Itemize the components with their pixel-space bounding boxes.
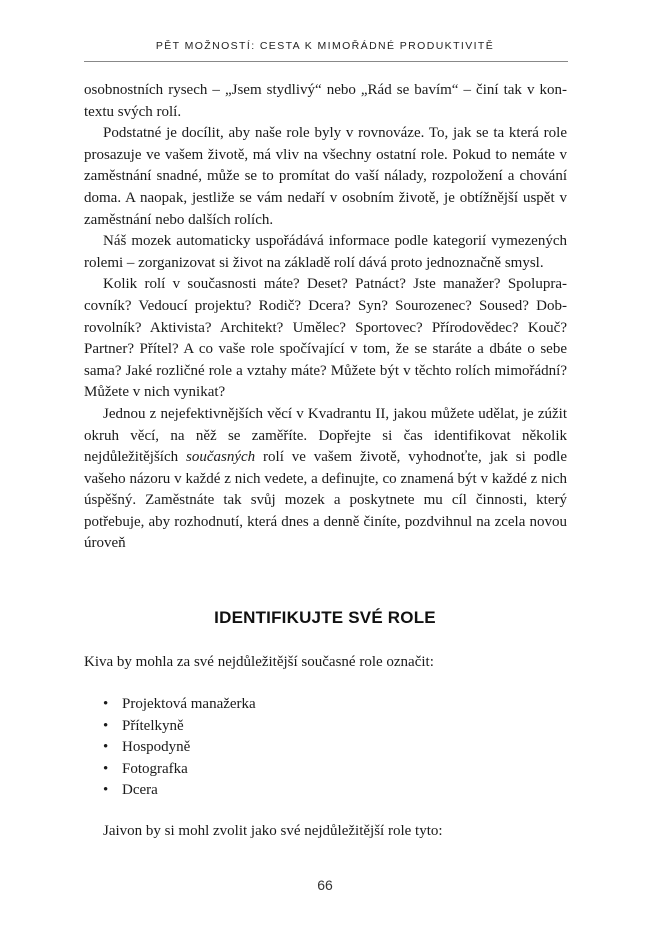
closing-paragraph: Jaivon by si mohl zvolit jako své nejdůležitější role tyto: [103, 823, 443, 839]
role-list [84, 694, 256, 802]
list-item [84, 759, 256, 781]
paragraph-text: rolí ve vašem životě, vyhodnoťte, jak si podle vašeho názoru v každé z nich vedete, a definujte, co znamená být v každé z nich úspěšný. Zaměstnáte tak svůj mozek a poskytnete mu cíl činnosti, který potřebuje, aby rozhodnutí, která dnes a denně činíte, pozdvihnul na zcela novou úroveň [84, 449, 567, 552]
bullet-icon: • [103, 782, 109, 798]
bullet-icon: • [103, 717, 109, 734]
role-label: Projektová manažerka [122, 696, 256, 712]
role-label: Dcera [122, 782, 158, 798]
bullet-icon: • [103, 696, 109, 712]
paragraph: osobnostních rysech – „Jsem stydlivý“ nebo „Rád se bavím“ – činí tak v kontextu svých rolí. [84, 82, 567, 120]
list-intro: Kiva by mohla za své nejdůležitější současné role označit: [84, 654, 434, 670]
running-head: PĚT MOŽNOSTÍ: CESTA K MIMOŘÁDNÉ PRODUKTIVITĚ [155, 40, 495, 52]
paragraph: Podstatné je docílit, aby naše role byly v rovnováze. To, jak se ta která role prosazuje ve vašem životě, má vliv na všechny ostatní role. Pokud to nemáte v zaměstnání snadné, může se to promítat do vaší nálady, rozpoložení a chování doma. A naopak, jestliže se vám nedaří v osobním životě, je obtížnější uspět v zaměstnání nebo dalších rolích. [84, 125, 567, 228]
list-item [84, 780, 256, 802]
role-label: Přítelkyně [122, 717, 184, 734]
section-heading: IDENTIFIKUJTE SVÉ ROLE [214, 608, 436, 627]
bullet-icon: • [103, 739, 109, 755]
role-label: Fotografka [122, 760, 188, 777]
list-item [84, 737, 256, 759]
list-item [84, 716, 256, 738]
role-label: Hospodyně [122, 739, 191, 755]
body-text [84, 80, 567, 555]
bullet-icon: • [103, 760, 109, 777]
header-rule [84, 61, 568, 62]
page-number: 66 [317, 877, 333, 893]
paragraph-text: Jednou z nejefektivnějších věcí v Kvadrantu II, jakou můžete udělat, je zúžit okruh věcí, na něž se zaměříte. Dopřejte si čas identifikovat několik nejdůležitějších [84, 405, 567, 466]
paragraph: Náš mozek automaticky uspořádává informace podle kategorií vymezených rolemi – zorganizovat si život na základě rolí dává proto jednoznačně smysl. [84, 233, 567, 271]
emphasis-text: současných [186, 449, 256, 466]
list-item [84, 694, 256, 716]
paragraph [84, 404, 567, 555]
paragraph: Kolik rolí v současnosti máte? Deset? Patnáct? Jste manažer? Spolupracovník? Vedoucí projektu? Rodič? Dcera? Syn? Sourozenec? Soused? Dobrovolník? Aktivista? Architekt? Umělec? Sportovec? Přírodovědec? Kouč? Partner? Přítel? A co vaše role spočívající v tom, že se staráte a dbáte o sebe sama? Jaké rozličné role a vztahy máte? Můžete být v těchto rolích mimořádní? Můžete v nich vynikat? [84, 276, 567, 401]
